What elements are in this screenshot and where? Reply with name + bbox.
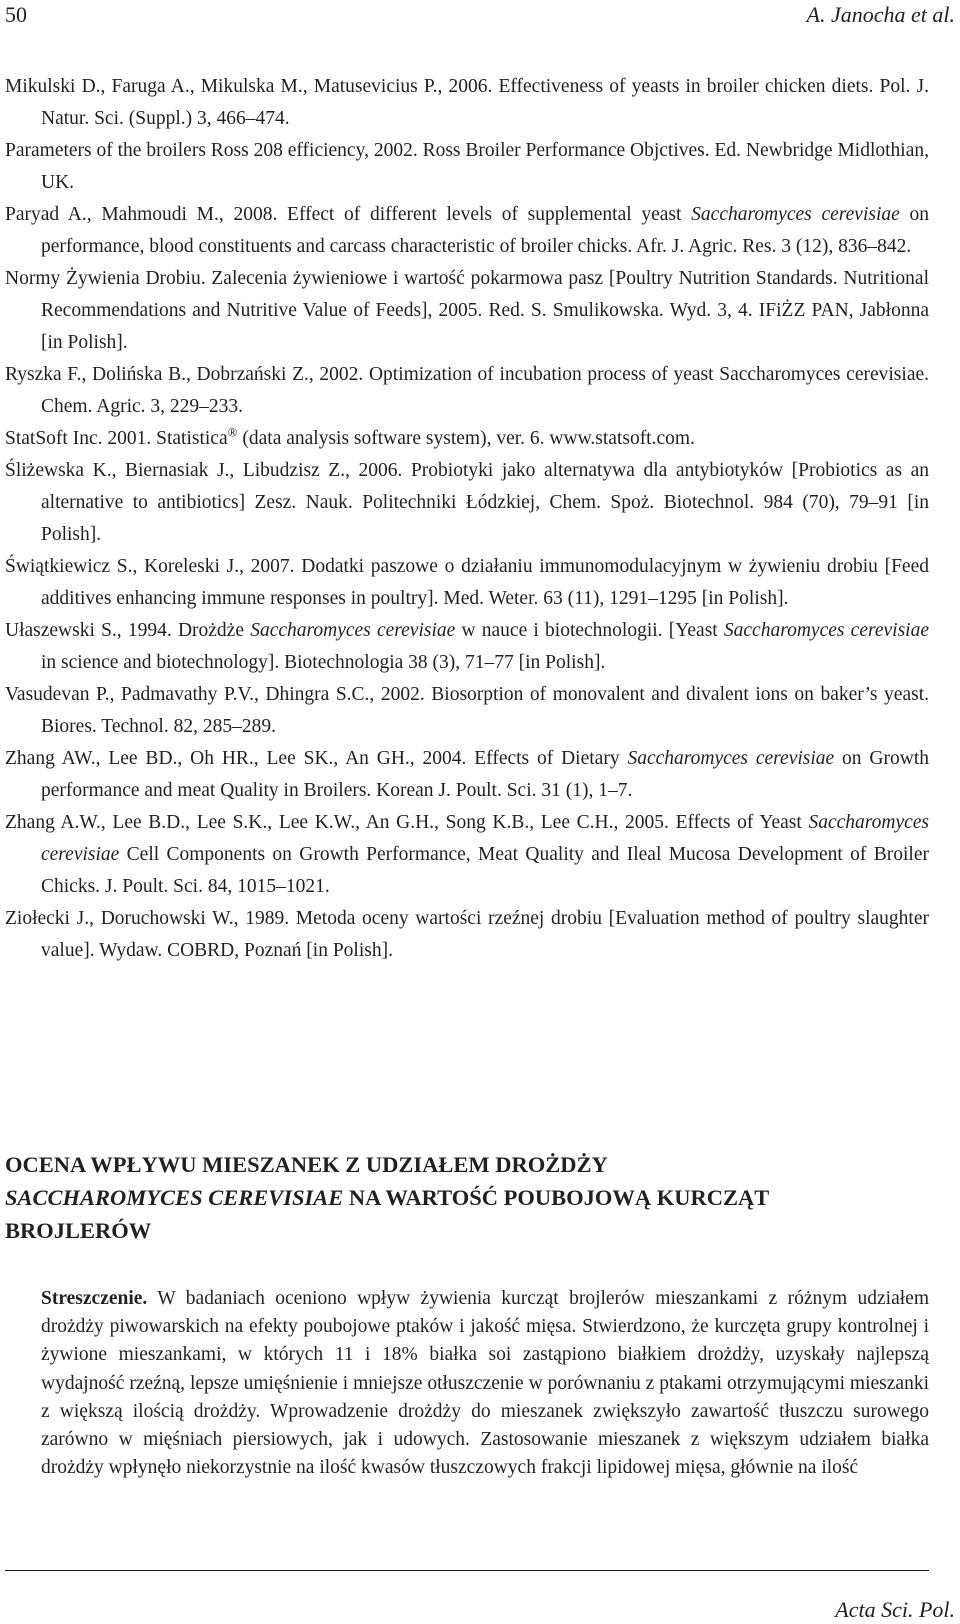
reference-text: Cell Components on Growth Performance, Meat Quality and Ileal Mucosa Development of Broiler Chicks. J. Poult. Sci. 84, 1015–1021. <box>41 844 929 897</box>
reference-item <box>5 455 929 551</box>
reference-text: Śliżewska K., Biernasiak J., Libudzisz Z., 2006. Probiotyki jako alternatywa dla antybiotyków [Probiotics as an alternative to antibiotics] Zesz. Nauk. Politechniki Łódzkiej, Chem. Spoż. Biotechnol. 984 (70), 79–91 [in Polish]. <box>5 460 929 545</box>
reference-text: Ryszka F., Dolińska B., Dobrzański Z., 2002. Optimization of incubation process of yeast Saccharomyces cerevisiae. Chem. Agric. 3, 229–233. <box>5 364 929 417</box>
polish-title-line-1: OCENA WPŁYWU MIESZANEK Z UDZIAŁEM DROŻDŻY <box>5 1152 608 1177</box>
reference-species-name: Saccharomyces cerevisiae <box>691 204 900 225</box>
reference-species-name: Saccharomyces cerevisiae <box>41 812 929 865</box>
running-head: A. Janocha et al. <box>806 2 955 27</box>
reference-text: Zhang AW., Lee BD., Oh HR., Lee SK., An GH., 2004. Effects of Dietary <box>5 748 628 769</box>
footer-rule <box>5 1570 929 1571</box>
abstract <box>41 1285 929 1482</box>
reference-species-name: Saccharomyces cerevisiae <box>627 748 835 769</box>
reference-text: Mikulski D., Faruga A., Mikulska M., Matusevicius P., 2006. Effectiveness of yeasts in broiler chicken diets. Pol. J. Natur. Sci. (Suppl.) 3, 466–474. <box>5 76 929 129</box>
polish-title-species: SACCHAROMYCES CEREVISIAE <box>5 1185 344 1210</box>
registered-mark: ® <box>227 424 238 440</box>
reference-species-name: Saccharomyces cerevisiae <box>723 620 929 641</box>
reference-item <box>5 423 929 455</box>
abstract-label: Streszczenie. <box>41 1288 148 1309</box>
reference-item <box>5 743 929 807</box>
reference-text: (data analysis software system), ver. 6. www.statsoft.com. <box>237 428 695 449</box>
reference-text: Parameters of the broilers Ross 208 efficiency, 2002. Ross Broiler Performance Objctives. Ed. Newbridge Midlothian, UK. <box>5 140 929 193</box>
reference-text: Normy Żywienia Drobiu. Zalecenia żywieniowe i wartość pokarmowa pasz [Poultry Nutrition Standards. Nutritional Recommendations and Nutritive Value of Feeds], 2005. Red. S. Smulikowska. Wyd. 3, 4. IFiŻZ PAN, Jabłonna [in Polish]. <box>5 268 929 353</box>
reference-text: on Growth performance and meat Quality in Broilers. Korean J. Poult. Sci. 31 (1), 1–7. <box>41 748 929 801</box>
reference-item <box>5 551 929 615</box>
reference-item <box>5 903 929 967</box>
reference-item <box>5 71 929 135</box>
reference-text: Świątkiewicz S., Koreleski J., 2007. Dodatki paszowe o działaniu immunomodulacyjnym w żywieniu drobiu [Feed additives enhancing immune responses in poultry]. Med. Weter. 63 (11), 1291–1295 [in Polish]. <box>5 556 929 609</box>
reference-text: Paryad A., Mahmoudi M., 2008. Effect of different levels of supplemental yeast <box>5 204 692 225</box>
reference-text: w nauce i biotechnologii. [Yeast <box>455 620 724 641</box>
reference-text: on performance, blood constituents and carcass characteristic of broiler chicks. Afr. J. Agric. Res. 3 (12), 836–842. <box>41 204 930 257</box>
reference-species-name: Saccharomyces cerevisiae <box>250 620 456 641</box>
polish-title <box>5 1148 935 1247</box>
reference-item <box>5 615 929 679</box>
reference-item <box>5 359 929 423</box>
polish-title-line-2 <box>5 1181 935 1214</box>
reference-text: Vasudevan P., Padmavathy P.V., Dhingra S.C., 2002. Biosorption of monovalent and divalent ions on baker’s yeast. Biores. Technol. 82, 285–289. <box>5 684 929 737</box>
reference-text: Zhang A.W., Lee B.D., Lee S.K., Lee K.W., An G.H., Song K.B., Lee C.H., 2005. Effects of Yeast <box>5 812 809 833</box>
reference-text: StatSoft Inc. 2001. Statistica <box>5 428 228 449</box>
page-number: 50 <box>5 2 27 27</box>
reference-text: Ułaszewski S., 1994. Drożdże <box>5 620 251 641</box>
reference-item <box>5 263 929 359</box>
reference-text: in science and biotechnology]. Biotechnologia 38 (3), 71–77 [in Polish]. <box>41 652 606 673</box>
reference-text: Ziołecki J., Doruchowski W., 1989. Metoda oceny wartości rzeźnej drobiu [Evaluation method of poultry slaughter value]. Wydaw. COBRD, Poznań [in Polish]. <box>5 908 929 961</box>
polish-title-line-2-rest: NA WARTOŚĆ POUBOJOWĄ KURCZĄT <box>343 1185 770 1210</box>
abstract-text: W badaniach oceniono wpływ żywienia kurcząt brojlerów mieszankami z różnym udziałem drożdży piwowarskich na efekty poubojowe ptaków i jakość mięsa. Stwierdzono, że kurczęta grupy kontrolnej i żywione mieszankami, w których 11 i 18% białka soi zastąpiono białkiem drożdży, uzyskały najlepszą wydajność rzeźną, lepsze umięśnienie i mniejsze otłuszczenie w porównaniu z ptakami otrzymującymi mieszanki z większą ilością drożdży. Wprowadzenie drożdży do mieszanek zwiększyło zawartość tłuszczu surowego zarówno w mięśniach piersiowych, jak i udowych. Zastosowanie mieszanek z większym udziałem białka drożdży wpłynęło niekorzystnie na ilość kwasów tłuszczowych frakcji lipidowej mięsa, głównie na ilość <box>41 1288 929 1479</box>
reference-list <box>5 71 929 967</box>
reference-item <box>5 199 929 263</box>
reference-item <box>5 807 929 903</box>
page-header <box>0 0 960 40</box>
reference-item <box>5 135 929 199</box>
reference-item <box>5 679 929 743</box>
footer-journal: Acta Sci. Pol. <box>835 1597 955 1622</box>
polish-title-line-3: BROJLERÓW <box>5 1218 152 1243</box>
